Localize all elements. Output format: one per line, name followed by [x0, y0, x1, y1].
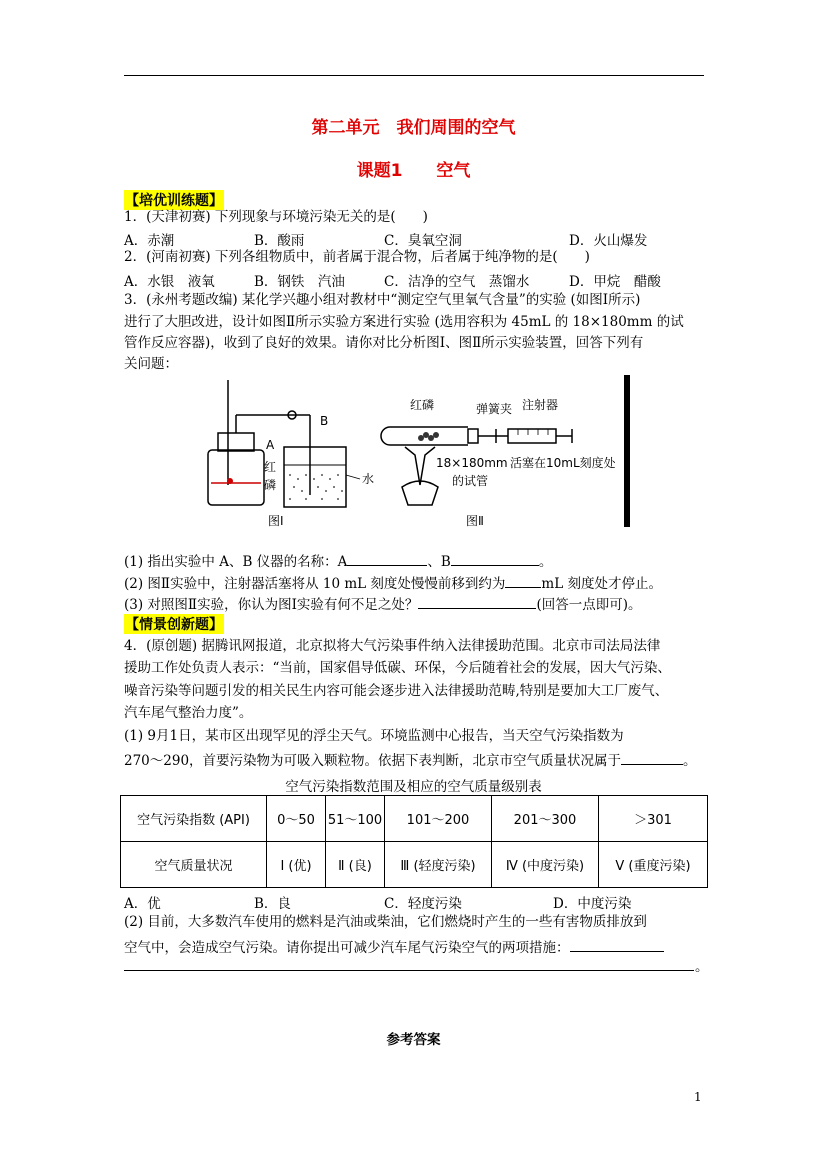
question-3-line-3: 管作反应容器)，收到了良好的效果。请你对比分析图Ⅰ、图Ⅱ所示实验装置，回答下列有 [124, 335, 644, 351]
q4-option-b: B．良 [254, 896, 291, 912]
water-dots [289, 474, 343, 500]
question-4-line-1: 4．(原创题) 据腾讯网报道，北京拟将大气污染事件纳入法律援助范围。北京市司法局法律 [124, 638, 661, 654]
table-cell: 空气污染指数 (API) [121, 796, 267, 842]
fig1-label-b: B [320, 414, 329, 428]
fig2-label-clip: 弹簧夹 [476, 402, 513, 416]
q4-option-c: C．轻度污染 [384, 896, 462, 912]
fig1-caption: 图Ⅰ [268, 514, 284, 528]
fig1-label-phosphorus: 磷 [264, 478, 277, 492]
q1-option-a: A．赤潮 [124, 233, 175, 249]
q4-sub-1-line-1: (1) 9月1日，某市区出现罕见的浮尘天气。环境监测中心报告，当天空气污染指数为 [124, 728, 624, 744]
fig2-label-tube: 的试管 [452, 474, 489, 488]
header-rule [124, 75, 704, 76]
question-4-line-2: 援助工作处负责人表示：“当前，国家倡导低碳、环保，今后随着社会的发展，因大气污染、 [124, 660, 671, 676]
table-cell: 空气质量状况 [121, 842, 267, 888]
question-1-stem: 1．(天津初赛) 下列现象与环境污染无关的是( ) [124, 209, 428, 225]
question-4-line-3: 噪音污染等问题引发的相关民生内容可能会逐步进入法律援助范畴,特别是要加大工厂废气、 [124, 683, 669, 699]
question-3-line-4: 关问题： [124, 356, 178, 372]
fig1-label-red: 红 [264, 460, 277, 474]
page-number: 1 [694, 1090, 702, 1104]
q4-option-a: A．优 [124, 896, 161, 912]
fig1-label-a: A [266, 438, 275, 452]
answer-heading: 参考答案 [386, 1032, 441, 1048]
answer-line-measures[interactable] [124, 970, 694, 971]
answer-blank-b[interactable] [451, 551, 539, 566]
answer-blank-deficiency[interactable] [418, 594, 536, 609]
q4-option-d: D．中度污染 [553, 896, 632, 912]
experiment-figures [200, 375, 640, 530]
answer-blank-measures[interactable] [570, 937, 664, 952]
figure-1-apparatus [208, 380, 346, 507]
answer-blank-a[interactable] [347, 551, 427, 566]
q4-sub-1-line-2: 270～290，首要污染物为可吸入颗粒物。依据下表判断，北京市空气质量状况属于 。 [124, 750, 697, 770]
table-row [121, 842, 708, 888]
table-cell: Ⅱ (良) [326, 842, 385, 888]
table-row [121, 796, 708, 842]
table-cell: 201～300 [492, 796, 599, 842]
lesson-title: 课题1 空气 [356, 161, 471, 181]
answer-blank-ml[interactable] [505, 573, 541, 588]
table-cell: Ⅴ (重度污染) [599, 842, 708, 888]
q1-option-d: D．火山爆发 [569, 233, 648, 249]
q4-sub-2-line-1: (2) 目前，大多数汽车使用的燃料是汽油或柴油，它们燃烧时产生的一些有害物质排放到 [124, 914, 647, 930]
q2-option-a: A．水银 液氧 [124, 274, 215, 290]
table-cell: ＞301 [599, 796, 708, 842]
fig2-caption: 图Ⅱ [466, 514, 484, 528]
section-heading-scenario: 【情景创新题】 [124, 614, 224, 634]
q4-sub-2-line-2: 空气中，会造成空气污染。请你提出可减少汽车尾气污染空气的两项措施： [124, 937, 664, 957]
question-3-line-1: 3．(永州考题改编) 某化学兴趣小组对教材中“测定空气里氧气含量”的实验 (如图Ⅰ所示) [124, 292, 641, 308]
q2-option-b: B．钢铁 汽油 [254, 274, 345, 290]
table-cell: 0～50 [267, 796, 326, 842]
q1-option-b: B．酸雨 [254, 233, 305, 249]
api-table [120, 795, 708, 888]
fig1-label-water: 水 [362, 472, 375, 486]
table-cell: Ⅰ (优) [267, 842, 326, 888]
q3-sub-2: (2) 图Ⅱ实验中，注射器活塞将从 10 mL 刻度处慢慢前移到约为 mL 刻度处才停止。 [124, 573, 662, 593]
fig2-label-tube-size: 18×180mm [436, 456, 508, 470]
question-3-line-2: 进行了大胆改进，设计如图Ⅱ所示实验方案进行实验 (选用容积为 45mL 的 18×180mm 的试 [124, 314, 684, 330]
q3-sub-1: (1) 指出实验中 A、B 仪器的名称：A 、B 。 [124, 551, 552, 571]
table-caption: 空气污染指数范围及相应的空气质量级别表 [285, 779, 542, 795]
fig2-label-red-phosphorus: 红磷 [410, 398, 435, 412]
stand-rod [624, 375, 630, 527]
fig2-label-piston: 活塞在10mL刻度处 [510, 456, 616, 470]
table-cell: 101～200 [385, 796, 492, 842]
table-cell: 51～100 [326, 796, 385, 842]
question-2-stem: 2．(河南初赛) 下列各组物质中，前者属于混合物，后者属于纯净物的是( ) [124, 249, 590, 265]
q1-option-c: C．臭氧空洞 [384, 233, 462, 249]
q3-sub-3: (3) 对照图Ⅱ实验，你认为图Ⅰ实验有何不足之处？ (回答一点即可)。 [124, 594, 641, 614]
q2-option-d: D．甲烷 醋酸 [569, 274, 661, 290]
answer-blank-air-quality[interactable] [621, 750, 683, 765]
question-4-line-4: 汽车尾气整治力度”。 [124, 705, 253, 721]
table-cell: Ⅲ (轻度污染) [385, 842, 492, 888]
unit-title: 第二单元 我们周围的空气 [311, 118, 516, 138]
table-cell: Ⅳ (中度污染) [492, 842, 599, 888]
q4-sub-2-end: 。 [695, 959, 709, 975]
q2-option-c: C．洁净的空气 蒸馏水 [384, 274, 530, 290]
fig2-label-syringe: 注射器 [522, 398, 559, 412]
section-heading-training: 【培优训练题】 [124, 190, 224, 210]
